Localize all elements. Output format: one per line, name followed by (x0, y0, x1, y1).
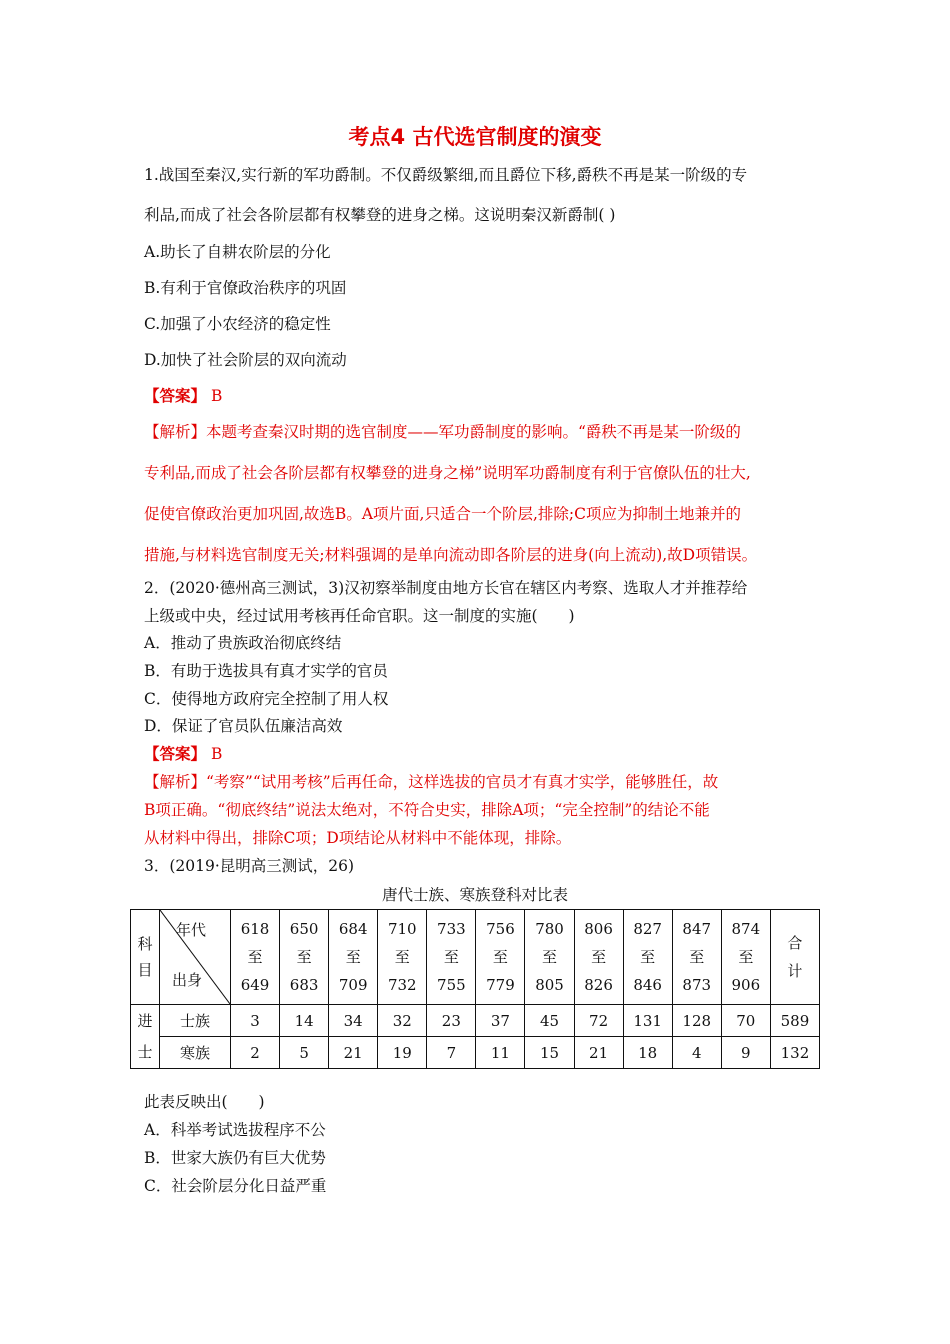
table-cell: 5 (280, 1037, 329, 1069)
period-header-1: 650 至 683 (280, 910, 329, 1005)
table-cell: 21 (329, 1037, 378, 1069)
q1-answer-tag: 【答案】 (144, 386, 207, 405)
page-title: 考点4 古代选官制度的演变 (348, 125, 602, 149)
table-cell: 131 (623, 1005, 672, 1037)
period-header-6: 780 至 805 (525, 910, 574, 1005)
q3-option-c: C．社会阶层分化日益严重 (144, 1177, 327, 1195)
period-header-7: 806 至 826 (574, 910, 623, 1005)
q2-answer (144, 742, 222, 764)
q1-analysis-line-4: 措施,与材料选官制度无关;材料强调的是单向流动即各阶层的进身(向上流动),故D项错误。 (144, 546, 758, 564)
q3-stem-line-2: 此表反映出( ) (144, 1093, 265, 1111)
table-row (131, 1005, 820, 1037)
origin-header-label: 出身 (172, 971, 203, 989)
q2-analysis-line-1: 【解析】“考察”“试用考核”后再任命，这样选拔的官员才有真才实学，能够胜任，故 (144, 773, 719, 791)
q2-option-b: B．有助于选拔具有真才实学的官员 (144, 662, 388, 680)
diagonal-header (160, 910, 230, 1004)
table-cell: 70 (721, 1005, 770, 1037)
diagonal-header-cell (160, 910, 231, 1005)
total-header: 合 计 (770, 910, 819, 1005)
period-header-10: 874 至 906 (721, 910, 770, 1005)
q2-option-a: A．推动了贵族政治彻底终结 (144, 634, 342, 652)
period-header-2: 684 至 709 (329, 910, 378, 1005)
q3-option-b: B．世家大族仍有巨大优势 (144, 1149, 326, 1167)
q1-stem-line-1: 1.战国至秦汉,实行新的军功爵制。不仅爵级繁细,而且爵位下移,爵秩不再是某一阶级的专 (144, 166, 748, 184)
total-cell: 589 (770, 1005, 819, 1037)
period-header-9: 847 至 873 (672, 910, 721, 1005)
comparison-table (130, 909, 820, 1069)
q2-stem-line-1: 2．(2020·德州高三测试，3)汉初察举制度由地方长官在辖区内考察、选取人才并推荐给 (144, 579, 748, 597)
q2-option-d: D．保证了官员队伍廉洁高效 (144, 717, 343, 735)
q2-option-c: C．使得地方政府完全控制了用人权 (144, 690, 389, 708)
table-cell: 4 (672, 1037, 721, 1069)
table-header-row (131, 910, 820, 1005)
table-cell: 2 (231, 1037, 280, 1069)
q1-analysis-line-3: 促使官僚政治更加巩固,故选B。A项片面,只适合一个阶层,排除;C项应为抑制土地兼并的 (144, 505, 741, 523)
table-cell: 21 (574, 1037, 623, 1069)
table-cell: 32 (378, 1005, 427, 1037)
period-header-0: 618 至 649 (231, 910, 280, 1005)
table-cell: 23 (427, 1005, 476, 1037)
q1-option-a: A.助长了自耕农阶层的分化 (144, 243, 331, 261)
period-header-8: 827 至 846 (623, 910, 672, 1005)
row-label: 寒族 (160, 1037, 231, 1069)
q1-answer-value: B (206, 387, 223, 405)
year-header-label: 年代 (175, 921, 206, 939)
period-header-3: 710 至 732 (378, 910, 427, 1005)
table-cell: 7 (427, 1037, 476, 1069)
q1-analysis-line-1: 【解析】本题考查秦汉时期的选官制度——军功爵制度的影响。“爵秩不再是某一阶级的 (144, 423, 741, 441)
q1-option-c: C.加强了小农经济的稳定性 (144, 315, 331, 333)
table-cell: 34 (329, 1005, 378, 1037)
table-cell: 45 (525, 1005, 574, 1037)
table-cell: 15 (525, 1037, 574, 1069)
table-cell: 9 (721, 1037, 770, 1069)
period-header-5: 756 至 779 (476, 910, 525, 1005)
q1-answer (144, 384, 222, 406)
subject-header-text: 科目 (137, 934, 153, 979)
q1-option-b: B.有利于官僚政治秩序的巩固 (144, 279, 347, 297)
table-cell: 72 (574, 1005, 623, 1037)
q3-stem-line-1: 3．(2019·昆明高三测试，26) (144, 857, 355, 875)
q2-answer-tag: 【答案】 (144, 744, 207, 763)
table-cell: 18 (623, 1037, 672, 1069)
row-label: 士族 (160, 1005, 231, 1037)
table-cell: 37 (476, 1005, 525, 1037)
table-caption: 唐代士族、寒族登科对比表 (381, 886, 568, 904)
q2-stem-line-2: 上级或中央，经过试用考核再任命官职。这一制度的实施( ) (144, 607, 575, 625)
q2-analysis-line-3: 从材料中得出，排除C项；D项结论从材料中不能体现，排除。 (144, 829, 572, 847)
table-cell: 19 (378, 1037, 427, 1069)
q2-analysis-line-2: B项正确。“彻底终结”说法太绝对，不符合史实，排除A项；“完全控制”的结论不能 (144, 801, 710, 819)
total-cell: 132 (770, 1037, 819, 1069)
q3-option-a: A．科举考试选拔程序不公 (144, 1121, 326, 1139)
period-header-4: 733 至 755 (427, 910, 476, 1005)
q1-analysis-line-2: 专利品,而成了社会各阶层都有权攀登的进身之梯”说明军功爵制度有利于官僚队伍的壮大, (144, 464, 751, 482)
table-row (131, 1037, 820, 1069)
q2-answer-value: B (206, 745, 223, 763)
group-cell: 进 士 (131, 1005, 160, 1069)
table-cell: 14 (280, 1005, 329, 1037)
q1-stem-line-2: 利品,而成了社会各阶层都有权攀登的进身之梯。这说明秦汉新爵制( ) (144, 206, 616, 224)
table-cell: 11 (476, 1037, 525, 1069)
table-cell: 128 (672, 1005, 721, 1037)
subject-header-cell (131, 910, 160, 1005)
q1-option-d: D.加快了社会阶层的双向流动 (144, 351, 347, 369)
table-cell: 3 (231, 1005, 280, 1037)
